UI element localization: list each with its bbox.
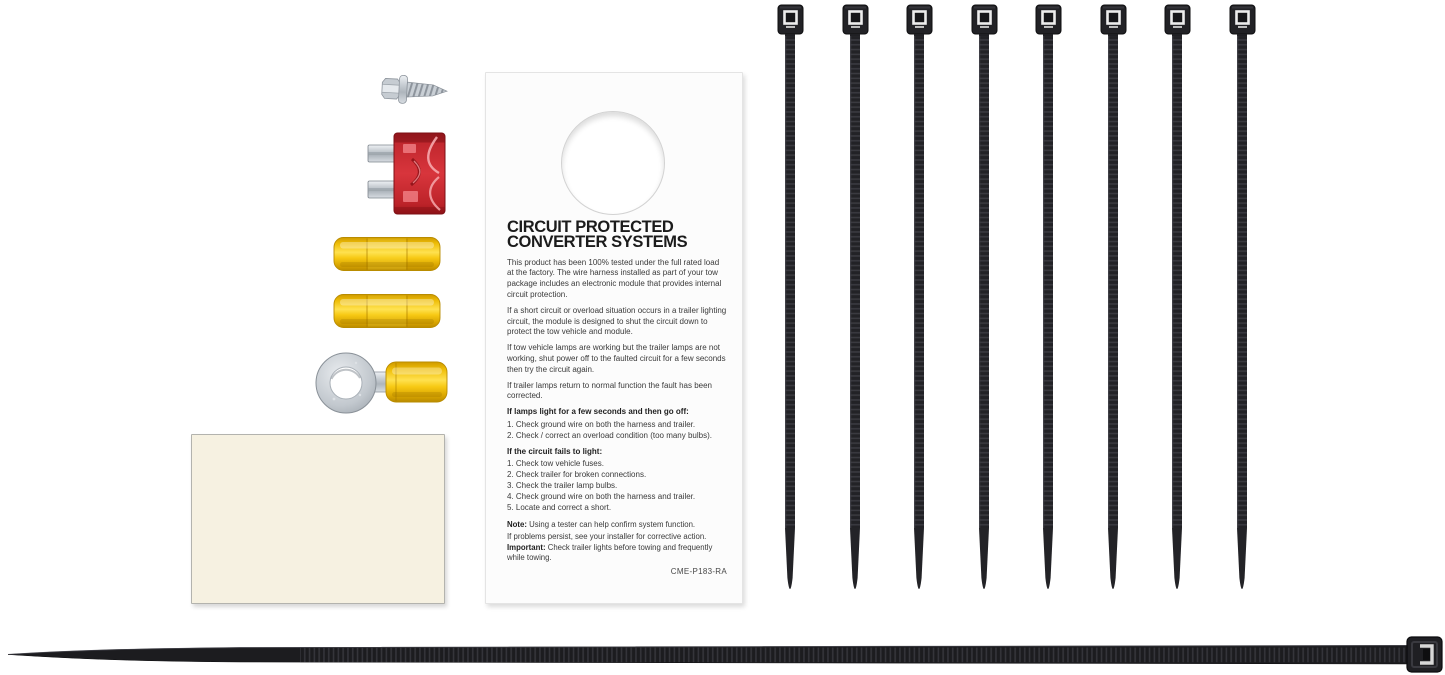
zip-tie-row bbox=[775, 4, 1257, 598]
circuit-section-item: 3. Check the trailer lamp bulbs. bbox=[507, 480, 618, 490]
butt-connector bbox=[333, 236, 441, 272]
hang-tag-part-code: CME-P183-RA bbox=[670, 567, 727, 576]
zip-tie bbox=[1033, 4, 1063, 598]
zip-tie bbox=[1227, 4, 1257, 598]
hang-tag-title bbox=[507, 220, 727, 250]
hang-tag-hole bbox=[561, 111, 665, 215]
lamps-section-item: 1. Check ground wire on both the harness and trailer. bbox=[507, 419, 696, 429]
circuit-section-item: 4. Check ground wire on both the harness and trailer. bbox=[507, 491, 696, 501]
circuit-section-heading: If the circuit fails to light: bbox=[507, 446, 603, 456]
zip-tie bbox=[1098, 4, 1128, 598]
important-label: Important: bbox=[507, 543, 546, 553]
lamps-section-item: 2. Check / correct an overload condition (too many bulbs). bbox=[507, 430, 712, 440]
hang-tag-paragraph: If a short circuit or overload situation occurs in a trailer lighting circuit, the module is designed to shut the circuit down to protect the tow vehicle and module. bbox=[507, 305, 727, 337]
circuit-section-item: 5. Locate and correct a short. bbox=[507, 502, 612, 512]
hang-tag-content bbox=[507, 220, 727, 565]
hang-tag-title-line1: CIRCUIT PROTECTED bbox=[507, 218, 674, 236]
persist-line: If problems persist, see your installer for corrective action. bbox=[507, 531, 707, 541]
ring-terminal bbox=[312, 349, 448, 415]
hang-tag-title-line2: CONVERTER SYSTEMS bbox=[507, 232, 688, 251]
circuit-section-item: 2. Check trailer for broken connections. bbox=[507, 470, 647, 480]
hang-tag-paragraph: This product has been 100% tested under the full rated load at the factory. The wire harness installed as part of your tow package includes an electronic module that provides internal circuit protection. bbox=[507, 257, 722, 299]
blade-fuse bbox=[365, 131, 447, 216]
hang-tag-paragraph: If trailer lamps return to normal function the fault has been corrected. bbox=[507, 380, 712, 401]
zip-tie bbox=[969, 4, 999, 598]
hang-tag-paragraph: If tow vehicle lamps are working but the trailer lamps are not working, shut power off to the faulted circuit for a few seconds then try the circuit again. bbox=[507, 343, 726, 374]
zip-tie bbox=[775, 4, 805, 598]
note-block bbox=[507, 520, 727, 563]
zip-tie bbox=[1162, 4, 1192, 598]
note-line: Note: Using a tester can help confirm system function. bbox=[507, 520, 696, 530]
lamps-section-heading: If lamps light for a few seconds and then go off: bbox=[507, 407, 689, 417]
long-zip-tie bbox=[0, 629, 1445, 675]
zip-tie bbox=[904, 4, 934, 598]
butt-connector bbox=[333, 293, 441, 329]
hang-tag bbox=[485, 72, 743, 604]
screw bbox=[376, 66, 454, 114]
zip-tie bbox=[840, 4, 870, 598]
important-line: Important: Check trailer lights before towing and frequently while towing. bbox=[507, 543, 713, 563]
circuit-section-item: 1. Check tow vehicle fuses. bbox=[507, 459, 604, 469]
adhesive-pad bbox=[191, 434, 445, 604]
note-label: Note: bbox=[507, 520, 527, 530]
